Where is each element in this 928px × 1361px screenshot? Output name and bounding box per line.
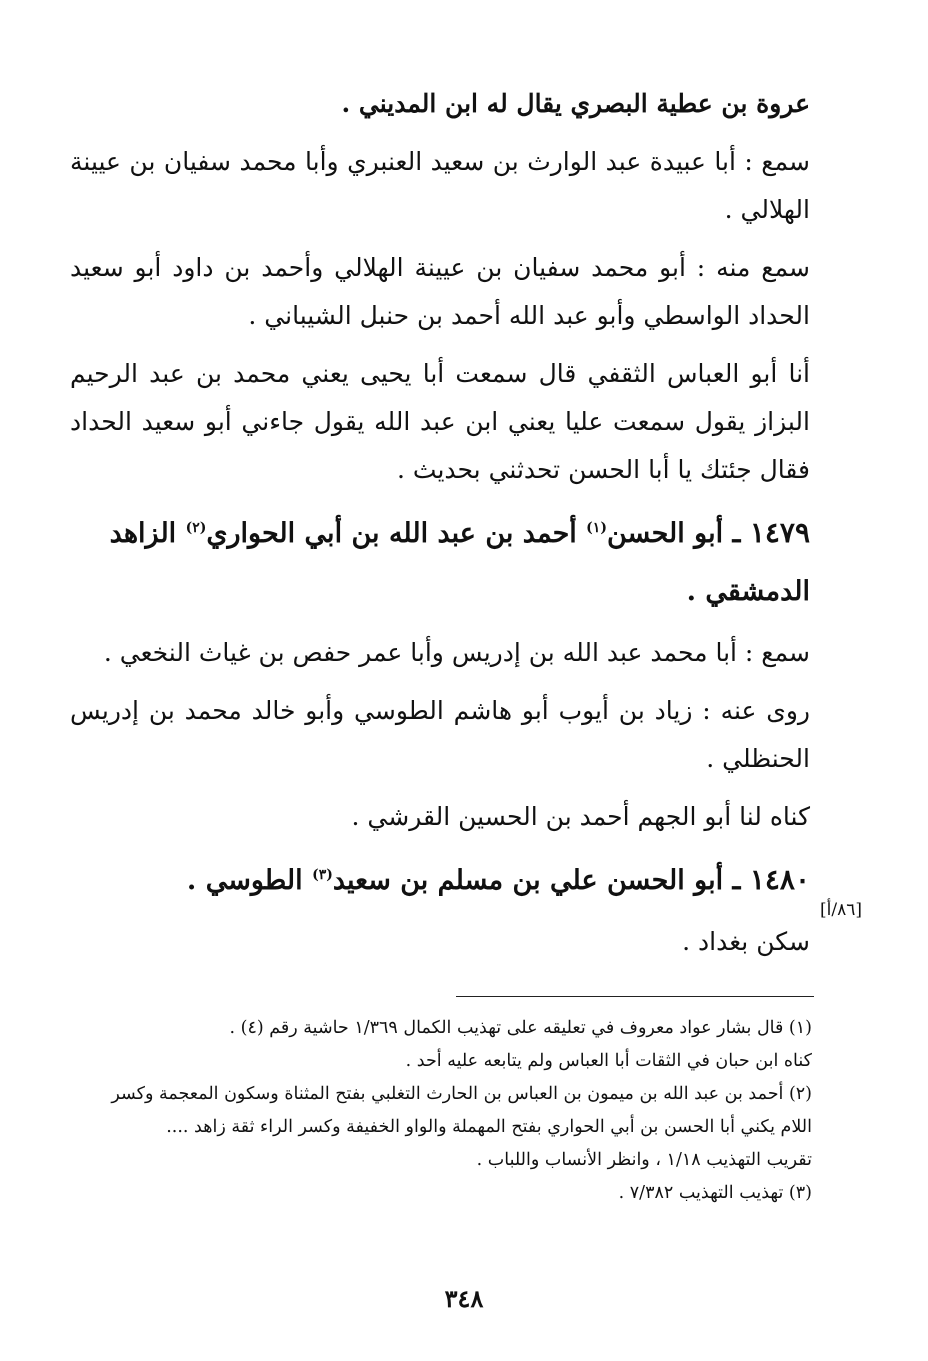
footnote-2: (٢) أحمد بن عبد الله بن ميمون بن العباس بن الحارث التغلبي بفتح المثناة وسكون المعجمة وكسر: [111, 1084, 812, 1104]
footnote-3: (٣) تهذيب التهذيب ٧/٣٨٢ .: [618, 1183, 812, 1203]
page-body: [70, 80, 810, 976]
paragraph-5: سمع : أبا محمد عبد الله بن إدريس وأبا عمر حفص بن غياث النخعي .: [103, 638, 810, 667]
footnote-divider: [456, 996, 814, 997]
entry-text: أحمد بن عبد الله بن أبي الحواري: [206, 518, 577, 549]
entry-text: الطوسي .: [186, 865, 303, 896]
footnote-ref[interactable]: (٢): [185, 520, 207, 536]
footnote-2-continuation: تقريب التهذيب ١/١٨ ، وانظر الأنساب واللباب .: [476, 1150, 812, 1170]
footnote-ref[interactable]: (١): [586, 520, 607, 536]
paragraph-1: عروة بن عطية البصري يقال له ابن المديني .: [341, 89, 810, 118]
entry-heading-1480: [70, 851, 810, 910]
paragraph-6: روى عنه : زياد بن أيوب أبو هاشم الطوسي وأبو خالد محمد بن إدريس الحنظلي .: [70, 696, 810, 773]
entry-text: ـ أبو الحسن: [606, 518, 741, 549]
paragraph-7: كناه لنا أبو الجهم أحمد بن الحسين القرشي .: [351, 802, 810, 831]
manuscript-folio-note: [٨٦/أ]: [820, 900, 862, 920]
footnotes: [74, 1012, 812, 1210]
paragraph-2: سمع : أبا عبيدة عبد الوارث بن سعيد العنبري وأبا محمد سفيان بن عيينة الهلالي .: [70, 147, 810, 224]
footnote-1: (١) قال بشار عواد معروف في تعليقه على تهذيب الكمال ١/٣٦٩ حاشية رقم (٤) .: [229, 1018, 812, 1038]
footnote-ref[interactable]: (٣): [312, 867, 333, 883]
footnote-1-continuation: كناه ابن حبان في الثقات أبا العباس ولم يتابعه عليه أحد .: [405, 1051, 812, 1071]
entry-heading-1479: [70, 504, 810, 621]
entry-text: الزاهد الدمشقي .: [109, 518, 810, 607]
page-number: ٣٤٨: [444, 1284, 484, 1313]
entry-number: ١٤٨٠: [749, 863, 810, 896]
paragraph-4: أنا أبو العباس الثقفي قال سمعت أبا يحيى يعني محمد بن عبد الرحيم البزاز يقول سمعت عليا يعني ابن عبد الله يقول جاءني أبو سعيد الحداد فقال جئتك يا أبا الحسن تحدثني بحديث .: [70, 359, 810, 484]
entry-text: ـ أبو الحسن علي بن مسلم بن سعيد: [332, 865, 741, 896]
paragraph-3: سمع منه : أبو محمد سفيان بن عيينة الهلالي وأحمد بن داود أبو سعيد الحداد الواسطي وأبو عبد الله أحمد بن حنبل الشيباني .: [70, 253, 810, 330]
paragraph-8: سكن بغداد .: [682, 927, 810, 956]
footnote-2-continuation: اللام يكني أبا الحسن بن أبي الحواري بفتح المهملة والواو الخفيفة وكسر الراء ثقة زاهد ....: [166, 1117, 812, 1137]
entry-number: ١٤٧٩: [749, 516, 810, 549]
